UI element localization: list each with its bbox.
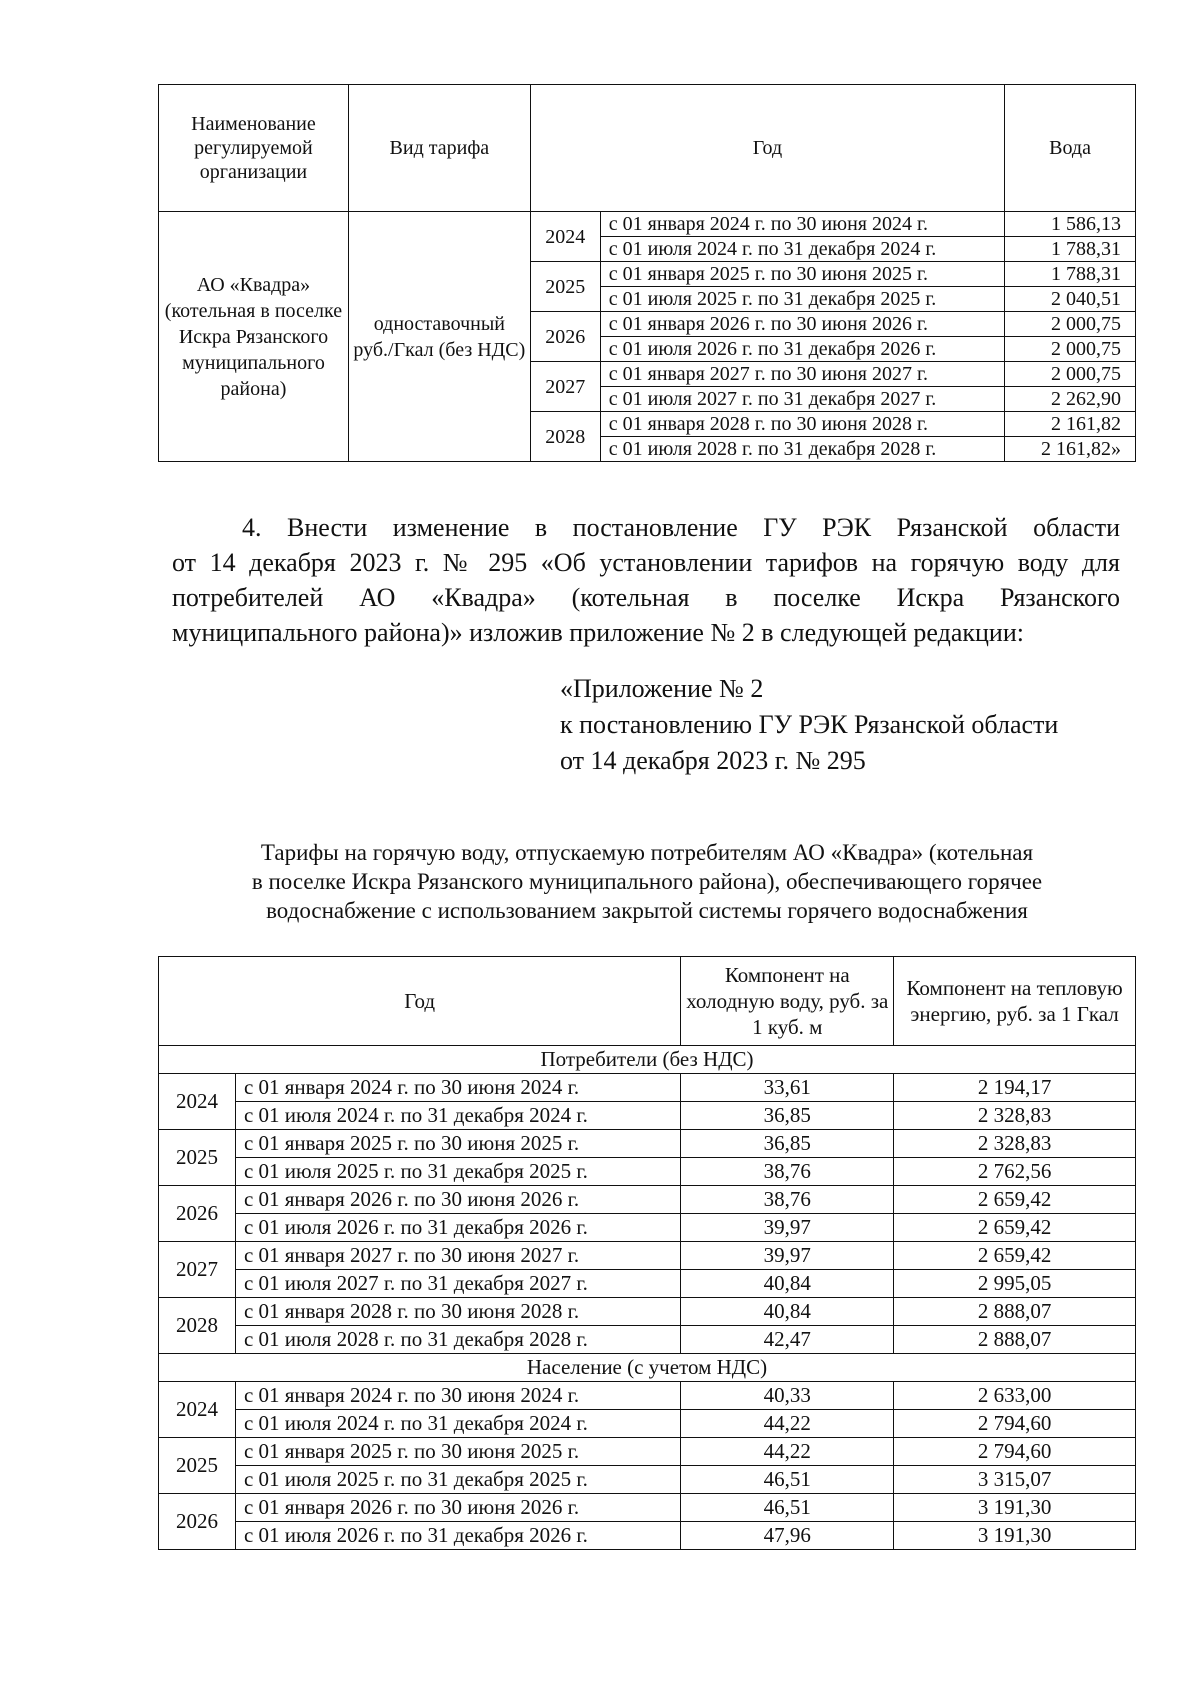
cold-water-value-cell: 44,22 (681, 1410, 894, 1438)
period-cell: с 01 января 2025 г. по 30 июня 2025 г. (600, 262, 1004, 287)
header-tariff-type: Вид тарифа (348, 85, 530, 212)
header-year: Год (530, 85, 1004, 212)
cold-water-value-cell: 38,76 (681, 1186, 894, 1214)
cold-water-value-cell: 33,61 (681, 1074, 894, 1102)
period-cell: с 01 июля 2024 г. по 31 декабря 2024 г. (235, 1410, 680, 1438)
table-row (159, 1074, 1136, 1102)
table-row (159, 1522, 1136, 1550)
period-cell: с 01 января 2025 г. по 30 июня 2025 г. (235, 1438, 680, 1466)
table-header-row (159, 85, 1136, 212)
heat-value-cell: 3 315,07 (894, 1466, 1136, 1494)
water-value-cell: 2 262,90 (1005, 387, 1136, 412)
water-value-cell: 2 040,51 (1005, 287, 1136, 312)
table-title-line: Тарифы на горячую воду, отпускаемую потребителям АО «Квадра» (котельная (260, 840, 1034, 865)
table-row (159, 1158, 1136, 1186)
year-cell: 2026 (159, 1186, 236, 1242)
period-cell: с 01 января 2024 г. по 30 июня 2024 г. (235, 1074, 680, 1102)
year-cell: 2027 (530, 362, 600, 412)
table-row (159, 1242, 1136, 1270)
year-cell: 2024 (159, 1382, 236, 1438)
year-cell: 2025 (159, 1130, 236, 1186)
section-row (159, 1046, 1136, 1074)
amendment-paragraph (172, 510, 1120, 650)
period-cell: с 01 января 2028 г. по 30 июня 2028 г. (600, 412, 1004, 437)
table-row (159, 1326, 1136, 1354)
cold-water-value-cell: 46,51 (681, 1466, 894, 1494)
period-cell: с 01 января 2027 г. по 30 июня 2027 г. (600, 362, 1004, 387)
table-row (159, 212, 1136, 237)
heat-value-cell: 3 191,30 (894, 1494, 1136, 1522)
year-cell: 2028 (530, 412, 600, 462)
cold-water-value-cell: 40,84 (681, 1270, 894, 1298)
water-value-cell: 2 000,75 (1005, 362, 1136, 387)
header-cold-water: Компонент на холодную воду, руб. за 1 куб. м (681, 957, 894, 1046)
table-row (159, 1186, 1136, 1214)
water-value-cell: 2 161,82 (1005, 412, 1136, 437)
section-title: Потребители (без НДС) (159, 1046, 1136, 1074)
table-row (159, 1270, 1136, 1298)
period-cell: с 01 января 2026 г. по 30 июня 2026 г. (235, 1186, 680, 1214)
header-water: Вода (1005, 85, 1136, 212)
period-cell: с 01 июля 2026 г. по 31 декабря 2026 г. (235, 1522, 680, 1550)
table-title (158, 838, 1136, 925)
period-cell: с 01 июля 2028 г. по 31 декабря 2028 г. (235, 1326, 680, 1354)
table-row (159, 1130, 1136, 1158)
organization-cell: АО «Квадра» (котельная в поселке Искра Рязанского муниципального района) (159, 212, 349, 462)
section-row (159, 1354, 1136, 1382)
table-row (159, 1410, 1136, 1438)
period-cell: с 01 июля 2024 г. по 31 декабря 2024 г. (235, 1102, 680, 1130)
year-cell: 2024 (530, 212, 600, 262)
table-row (159, 1438, 1136, 1466)
cold-water-value-cell: 42,47 (681, 1326, 894, 1354)
annex-line: «Приложение № 2 (560, 674, 764, 703)
table-row (159, 1298, 1136, 1326)
cold-water-value-cell: 38,76 (681, 1158, 894, 1186)
period-cell: с 01 июля 2028 г. по 31 декабря 2028 г. (600, 437, 1004, 462)
period-cell: с 01 июля 2026 г. по 31 декабря 2026 г. (235, 1214, 680, 1242)
annex-line: к постановлению ГУ РЭК Рязанской области (560, 710, 1059, 739)
paragraph-line: муниципального района)» изложив приложение № 2 в следующей редакции: (172, 618, 1024, 647)
year-cell: 2025 (530, 262, 600, 312)
cold-water-value-cell: 39,97 (681, 1214, 894, 1242)
cold-water-value-cell: 44,22 (681, 1438, 894, 1466)
heat-value-cell: 2 995,05 (894, 1270, 1136, 1298)
table-row (159, 1494, 1136, 1522)
cold-water-value-cell: 36,85 (681, 1130, 894, 1158)
heat-value-cell: 2 328,83 (894, 1102, 1136, 1130)
period-cell: с 01 июля 2027 г. по 31 декабря 2027 г. (600, 387, 1004, 412)
period-cell: с 01 июля 2025 г. по 31 декабря 2025 г. (235, 1158, 680, 1186)
table-row (159, 1102, 1136, 1130)
tariff-table-water (158, 84, 1136, 462)
tariff-type-cell: одноставочный руб./Гкал (без НДС) (348, 212, 530, 462)
cold-water-value-cell: 46,51 (681, 1494, 894, 1522)
annex-line: от 14 декабря 2023 г. № 295 (560, 746, 866, 775)
year-cell: 2027 (159, 1242, 236, 1298)
table-header-row (159, 957, 1136, 1046)
period-cell: с 01 января 2024 г. по 30 июня 2024 г. (235, 1382, 680, 1410)
table-title-line: в поселке Искра Рязанского муниципального района), обеспечивающего горячее (251, 869, 1043, 894)
cold-water-value-cell: 47,96 (681, 1522, 894, 1550)
water-value-cell: 2 161,82» (1005, 437, 1136, 462)
period-cell: с 01 января 2028 г. по 30 июня 2028 г. (235, 1298, 680, 1326)
period-cell: с 01 января 2024 г. по 30 июня 2024 г. (600, 212, 1004, 237)
year-cell: 2028 (159, 1298, 236, 1354)
heat-value-cell: 2 794,60 (894, 1410, 1136, 1438)
cold-water-value-cell: 39,97 (681, 1242, 894, 1270)
period-cell: с 01 июля 2025 г. по 31 декабря 2025 г. (235, 1466, 680, 1494)
year-cell: 2026 (530, 312, 600, 362)
water-value-cell: 1 788,31 (1005, 237, 1136, 262)
period-cell: с 01 января 2026 г. по 30 июня 2026 г. (235, 1494, 680, 1522)
heat-value-cell: 2 762,56 (894, 1158, 1136, 1186)
water-value-cell: 1 788,31 (1005, 262, 1136, 287)
paragraph-line: потребителей АО «Квадра» (котельная в поселке Искра Рязанского (172, 583, 1120, 612)
header-heat: Компонент на тепловую энергию, руб. за 1 Гкал (894, 957, 1136, 1046)
table-title-line: водоснабжение с использованием закрытой системы горячего водоснабжения (266, 898, 1028, 923)
heat-value-cell: 2 659,42 (894, 1186, 1136, 1214)
year-cell: 2024 (159, 1074, 236, 1130)
section-title: Население (с учетом НДС) (159, 1354, 1136, 1382)
paragraph-line: от 14 декабря 2023 г. № 295 «Об установлении тарифов на горячую воду для (172, 548, 1120, 577)
heat-value-cell: 2 659,42 (894, 1214, 1136, 1242)
cold-water-value-cell: 40,33 (681, 1382, 894, 1410)
table-row (159, 1466, 1136, 1494)
header-organization: Наименование регулируемой организации (159, 85, 349, 212)
period-cell: с 01 июля 2025 г. по 31 декабря 2025 г. (600, 287, 1004, 312)
heat-value-cell: 2 794,60 (894, 1438, 1136, 1466)
water-value-cell: 2 000,75 (1005, 312, 1136, 337)
period-cell: с 01 января 2026 г. по 30 июня 2026 г. (600, 312, 1004, 337)
water-value-cell: 1 586,13 (1005, 212, 1136, 237)
heat-value-cell: 2 194,17 (894, 1074, 1136, 1102)
table-row (159, 1382, 1136, 1410)
cold-water-value-cell: 36,85 (681, 1102, 894, 1130)
period-cell: с 01 июля 2024 г. по 31 декабря 2024 г. (600, 237, 1004, 262)
table-row (159, 1214, 1136, 1242)
heat-value-cell: 2 888,07 (894, 1326, 1136, 1354)
period-cell: с 01 июля 2026 г. по 31 декабря 2026 г. (600, 337, 1004, 362)
heat-value-cell: 2 659,42 (894, 1242, 1136, 1270)
year-cell: 2025 (159, 1438, 236, 1494)
heat-value-cell: 2 328,83 (894, 1130, 1136, 1158)
heat-value-cell: 3 191,30 (894, 1522, 1136, 1550)
header-year: Год (159, 957, 681, 1046)
year-cell: 2026 (159, 1494, 236, 1550)
period-cell: с 01 января 2027 г. по 30 июня 2027 г. (235, 1242, 680, 1270)
period-cell: с 01 января 2025 г. по 30 июня 2025 г. (235, 1130, 680, 1158)
water-value-cell: 2 000,75 (1005, 337, 1136, 362)
annex-heading (560, 671, 1120, 779)
heat-value-cell: 2 633,00 (894, 1382, 1136, 1410)
period-cell: с 01 июля 2027 г. по 31 декабря 2027 г. (235, 1270, 680, 1298)
paragraph-line: 4. Внести изменение в постановление ГУ РЭК Рязанской области (242, 513, 1120, 542)
heat-value-cell: 2 888,07 (894, 1298, 1136, 1326)
cold-water-value-cell: 40,84 (681, 1298, 894, 1326)
tariff-table-hot-water (158, 956, 1136, 1550)
